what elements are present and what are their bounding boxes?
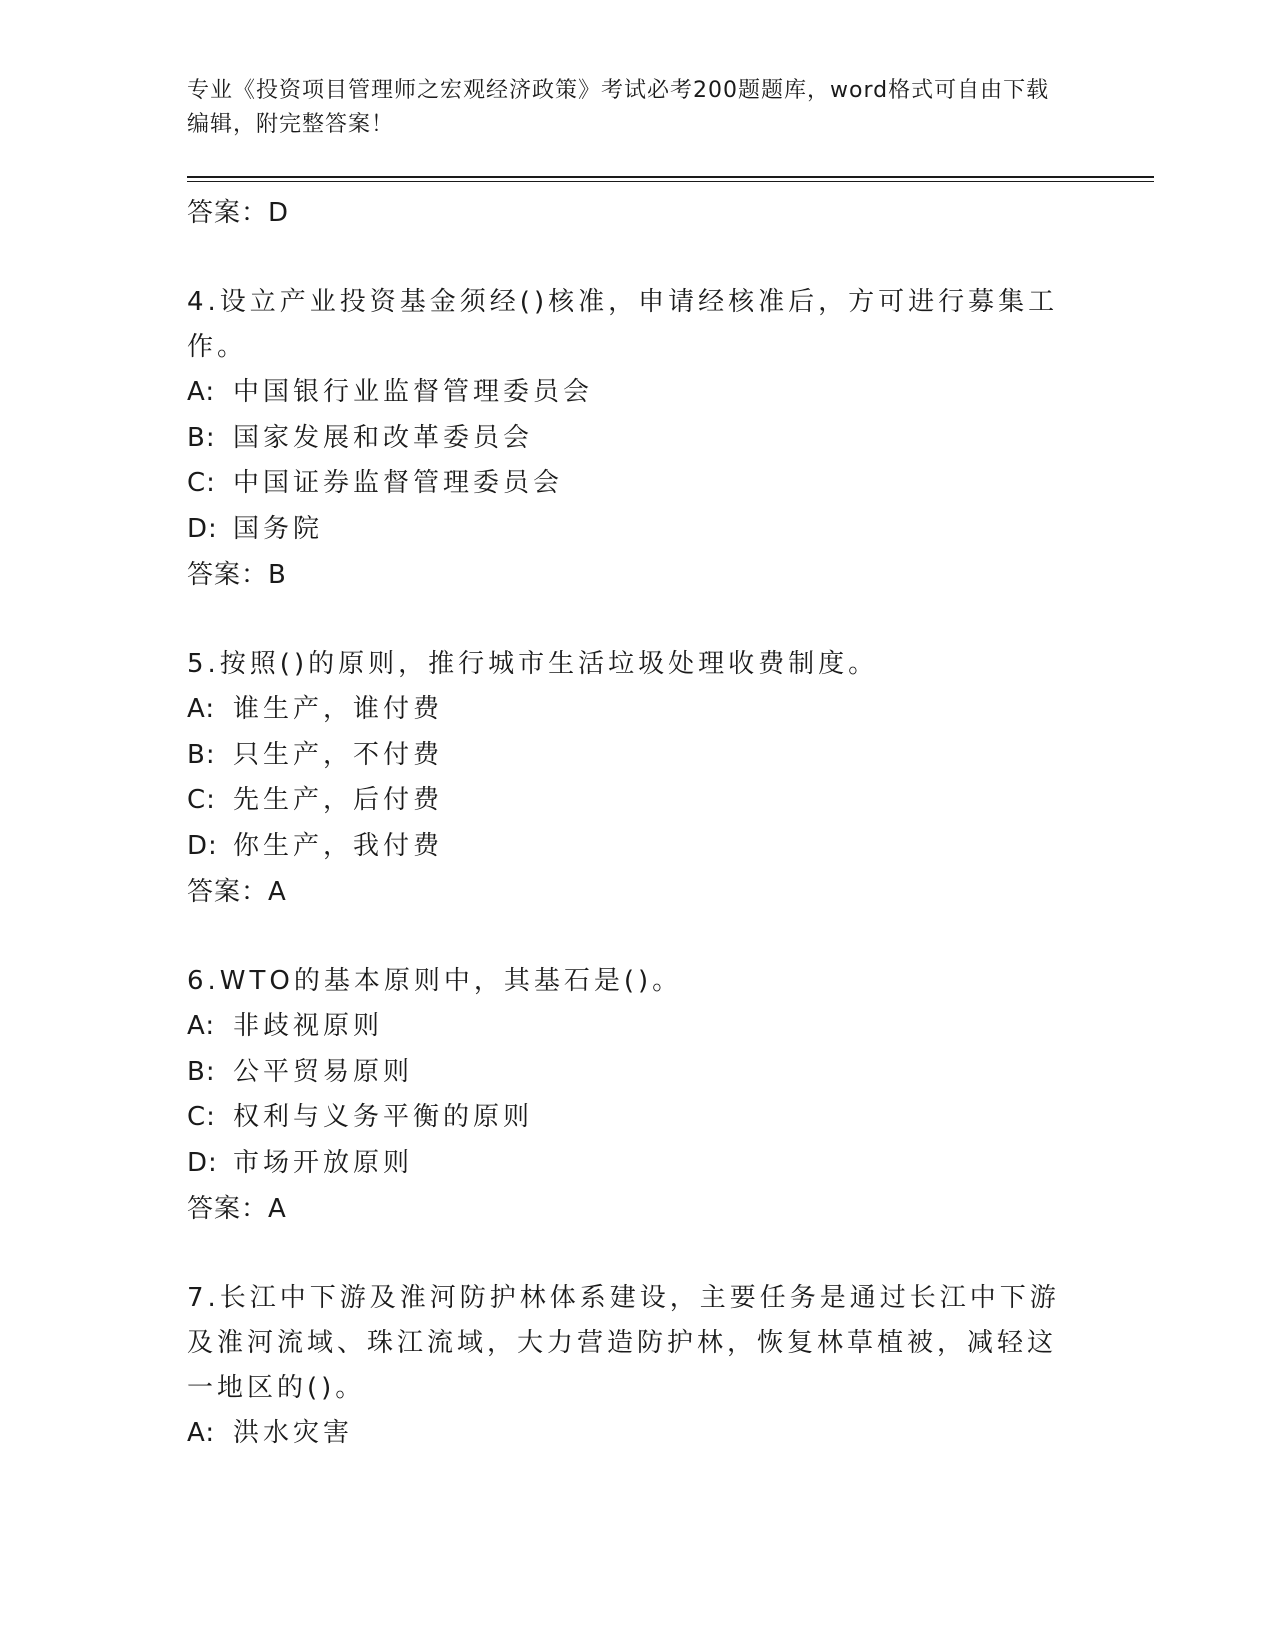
option-text: 中国银行业监督管理委员会 <box>233 377 594 407</box>
answer-value: D <box>268 198 290 228</box>
answer-label: 答案： <box>187 198 269 228</box>
option-text: 洪水灾害 <box>233 1418 354 1448</box>
question-content <box>187 190 1067 1457</box>
option-letter: A: <box>187 694 216 724</box>
option-text: 先生产，后付费 <box>233 785 444 815</box>
option-b <box>187 416 1067 462</box>
answer-line <box>187 552 1067 598</box>
option-a <box>187 1411 1067 1457</box>
header-divider-thick <box>187 176 1154 178</box>
option-letter: D: <box>187 1147 218 1178</box>
document-header: 专业《投资项目管理师之宏观经济政策》考试必考200题题库，word格式可自由下载编辑，附完整答案！ <box>187 78 1050 137</box>
answer-value: B <box>268 560 287 590</box>
option-text: 权利与义务平衡的原则 <box>233 1102 534 1132</box>
question-7 <box>187 1276 1067 1457</box>
answer-label: 答案： <box>187 1194 269 1224</box>
option-letter: C: <box>187 1102 216 1132</box>
option-letter: C: <box>187 468 216 498</box>
option-text: 只生产，不付费 <box>233 739 444 770</box>
answer-line <box>187 869 1067 915</box>
option-letter: A: <box>187 1418 216 1448</box>
header-divider-thin <box>187 181 1154 182</box>
option-letter: B: <box>187 739 216 770</box>
answer-label: 答案： <box>187 560 269 590</box>
answer-line <box>187 190 1067 236</box>
option-c <box>187 778 1067 824</box>
question-text: 6.WTO的基本原则中，其基石是()。 <box>187 966 683 996</box>
question-4 <box>187 280 1067 598</box>
option-d <box>187 507 1067 553</box>
option-text: 国家发展和改革委员会 <box>233 422 534 453</box>
answer-label: 答案： <box>187 877 269 907</box>
question-text: 7.长江中下游及淮河防护林体系建设，主要任务是通过长江中下游及淮河流域、珠江流域，大力营造防护林，恢复林草植被，减轻这一地区的()。 <box>187 1283 1060 1403</box>
option-letter: A: <box>187 1011 216 1041</box>
option-text: 中国证券监督管理委员会 <box>233 468 564 498</box>
option-a <box>187 370 1067 416</box>
option-text: 你生产，我付费 <box>233 830 444 861</box>
option-letter: B: <box>187 1056 216 1087</box>
option-letter: B: <box>187 422 216 453</box>
question-5 <box>187 642 1067 915</box>
option-c <box>187 461 1067 507</box>
answer-value: A <box>268 877 287 907</box>
option-text: 市场开放原则 <box>233 1147 414 1178</box>
option-letter: D: <box>187 830 218 861</box>
option-d <box>187 1141 1067 1187</box>
question-6 <box>187 959 1067 1232</box>
option-text: 国务院 <box>233 513 324 544</box>
option-b <box>187 1050 1067 1096</box>
option-text: 谁生产，谁付费 <box>233 694 444 724</box>
option-text: 非歧视原则 <box>233 1011 384 1041</box>
option-letter: A: <box>187 377 216 407</box>
option-a <box>187 1004 1067 1050</box>
option-d <box>187 824 1067 870</box>
option-c <box>187 1095 1067 1141</box>
option-b <box>187 733 1067 779</box>
option-letter: C: <box>187 785 216 815</box>
option-letter: D: <box>187 513 218 544</box>
answer-value: A <box>268 1194 287 1224</box>
question-text: 4.设立产业投资基金须经()核准，申请经核准后，方可进行募集工作。 <box>187 287 1059 362</box>
option-text: 公平贸易原则 <box>233 1056 414 1087</box>
answer-line <box>187 1186 1067 1232</box>
question-text: 5.按照()的原则，推行城市生活垃圾处理收费制度。 <box>187 649 879 679</box>
option-a <box>187 687 1067 733</box>
